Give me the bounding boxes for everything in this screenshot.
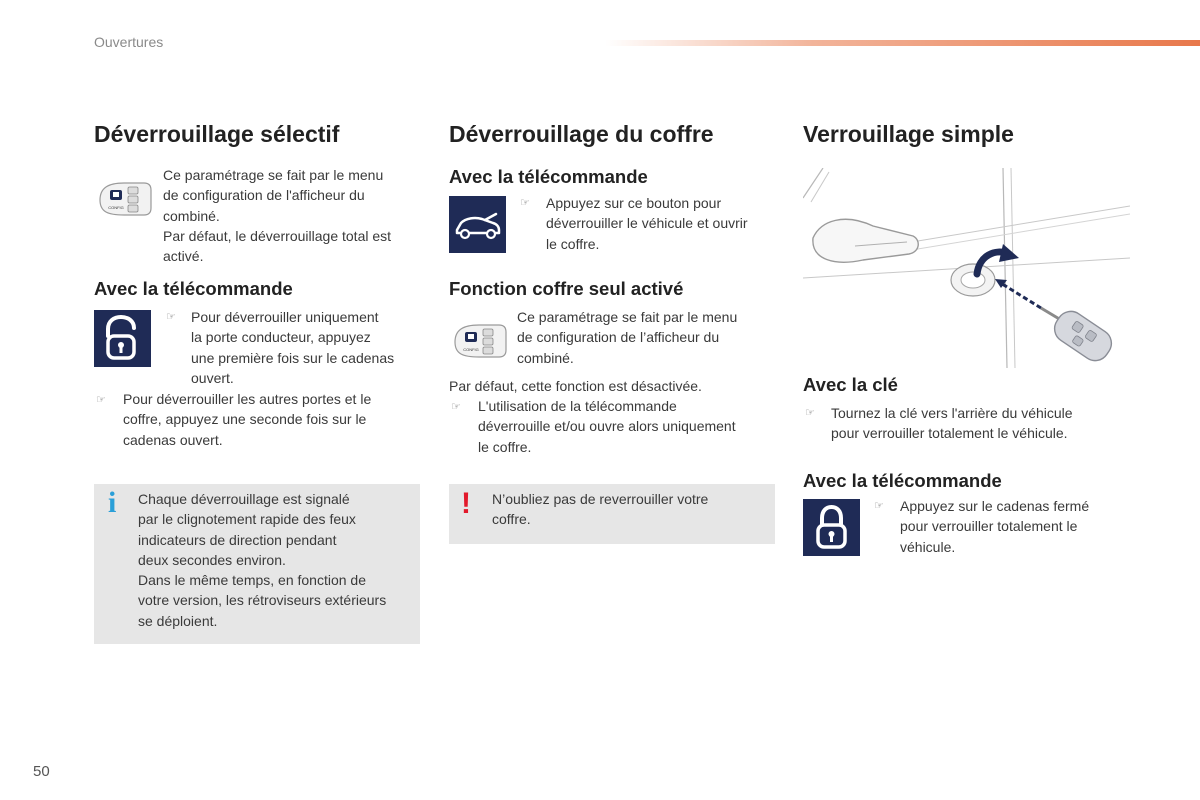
col2-bullet1-text: Appuyez sur ce bouton pour déverrouiller le véhicule et ouvrir le coffre.: [546, 195, 748, 252]
col3-bullet1-text: Tournez la clé vers l'arrière du véhicule pour verrouiller totalement le véhicule.: [831, 405, 1073, 442]
door-key-lock-illustration: [803, 168, 1130, 368]
bullet-icon: ☞: [451, 401, 461, 413]
steering-config-label: CONFIG: [108, 205, 124, 210]
col2-intro-text: Ce paramétrage se fait par le menu de configuration de l’afficheur du combiné.: [517, 309, 738, 366]
steering-wheel-controls-icon: [449, 320, 509, 362]
section-header-label: Ouvertures: [94, 34, 164, 50]
col2-subtitle2-coffre-seul: Fonction coffre seul activé: [449, 278, 684, 299]
col3-subtitle-cle: Avec la clé: [803, 374, 898, 395]
bullet-icon: ☞: [805, 407, 815, 419]
col2-subtitle1-telecommande: Avec la télécommande: [449, 166, 648, 187]
page-number: 50: [33, 763, 50, 780]
title-deverrouillage-coffre: Déverrouillage du coffre: [449, 121, 714, 147]
col1-bullet1-text: Pour déverrouiller uniquement la porte conducteur, appuyez une première fois sur le cadenas ouvert.: [191, 309, 395, 386]
col1-subtitle-telecommande: Avec la télécommande: [94, 278, 293, 299]
col1-intro-text: Ce paramétrage se fait par le menu de configuration de l'afficheur du combiné. Par défaut, le déverrouillage total est activé.: [163, 167, 392, 265]
info-icon: i: [108, 486, 117, 519]
unlocked-padlock-button-icon: [94, 310, 151, 367]
title-verrouillage-simple: Verrouillage simple: [803, 121, 1014, 147]
bullet-icon: ☞: [874, 500, 884, 512]
steering-wheel-controls-icon: [94, 178, 154, 220]
locked-padlock-button-icon: [803, 499, 860, 556]
col2-default-line: Par défaut, cette fonction est désactivée.: [449, 378, 702, 394]
bullet-icon: ☞: [166, 311, 176, 323]
trunk-open-button-icon: [449, 196, 506, 253]
col3-subtitle-telecommande: Avec la télécommande: [803, 470, 1002, 491]
warning-note-text: N’oubliez pas de reverrouiller votre coffre.: [492, 491, 709, 528]
info-note-text: Chaque déverrouillage est signalé par le clignotement rapide des feux indicateurs de direction pendant deux secondes environ. Dans le même temps, en fonction de votre version, les rétroviseurs extérieurs se déploient.: [138, 491, 387, 629]
col3-bullet2-text: Appuyez sur le cadenas fermé pour verrouiller totalement le véhicule.: [900, 498, 1090, 555]
col1-bullet2-text: Pour déverrouiller les autres portes et le coffre, appuyez une seconde fois sur le cadenas ouvert.: [123, 391, 372, 448]
col2-bullet2-text: L'utilisation de la télécommande déverrouille et/ou ouvre alors uniquement le coffre.: [478, 398, 736, 455]
title-deverrouillage-selectif: Déverrouillage sélectif: [94, 121, 340, 147]
bullet-icon: ☞: [96, 394, 106, 406]
header-accent-bar: [605, 40, 1200, 46]
bullet-icon: ☞: [520, 197, 530, 209]
steering-config-label: CONFIG: [463, 347, 479, 352]
warning-icon: !: [461, 487, 471, 520]
